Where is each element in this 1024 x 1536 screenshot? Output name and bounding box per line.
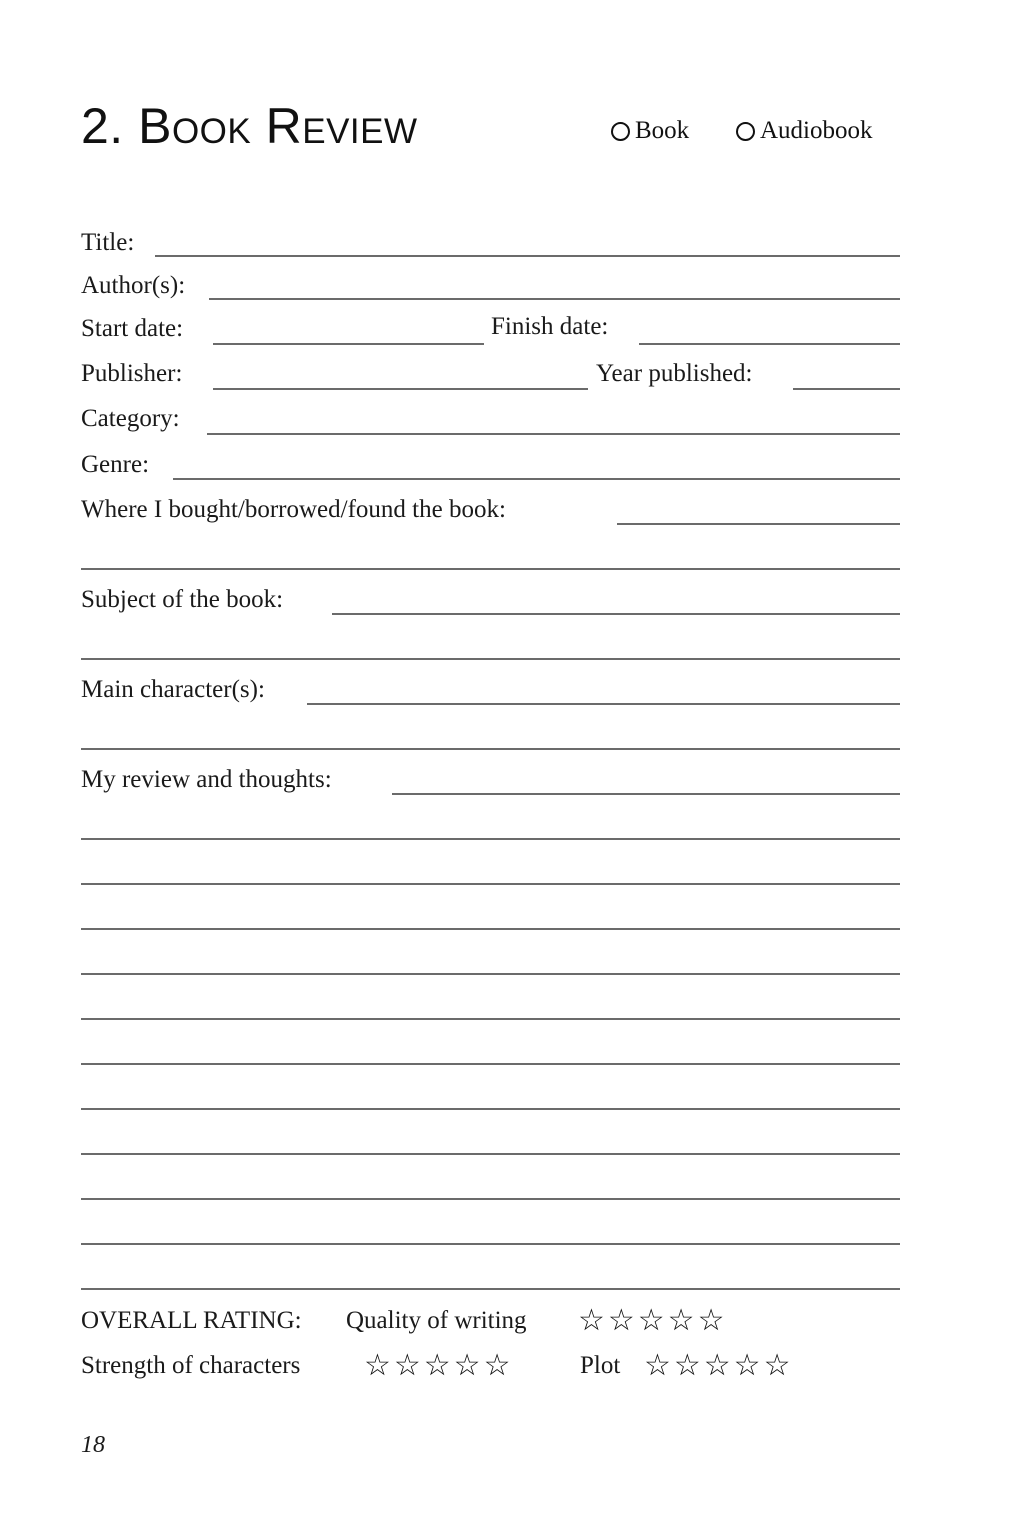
- category-input-line[interactable]: [207, 433, 900, 435]
- review-input-line[interactable]: [81, 1153, 900, 1155]
- main-characters-input-line[interactable]: [307, 703, 900, 705]
- review-input-line[interactable]: [81, 1243, 900, 1245]
- overall-rating-heading: OVERALL RATING:: [81, 1307, 302, 1334]
- finish-date-input-line[interactable]: [639, 343, 900, 345]
- review-input-line[interactable]: [81, 973, 900, 975]
- review-input-line[interactable]: [81, 838, 900, 840]
- publisher-label: Publisher:: [81, 360, 183, 387]
- year-published-label: Year published:: [596, 360, 753, 387]
- review-input-line[interactable]: [81, 1018, 900, 1020]
- start-date-label: Start date:: [81, 315, 184, 342]
- review-input-line[interactable]: [81, 928, 900, 930]
- star-rating-plot[interactable]: ☆☆☆☆☆: [644, 1348, 794, 1383]
- review-label: My review and thoughts:: [81, 766, 332, 793]
- main-characters-input-line-2[interactable]: [81, 748, 900, 750]
- title-label: Title:: [81, 229, 135, 256]
- review-input-line[interactable]: [81, 1288, 900, 1290]
- format-option-book[interactable]: [611, 116, 689, 146]
- subject-label: Subject of the book:: [81, 586, 284, 613]
- publisher-input-line[interactable]: [213, 388, 588, 390]
- star-rating-strength-of-characters[interactable]: ☆☆☆☆☆: [364, 1348, 514, 1383]
- main-characters-label: Main character(s):: [81, 676, 265, 703]
- review-input-line[interactable]: [81, 1108, 900, 1110]
- page-title: 2. Book Review: [81, 98, 418, 154]
- review-input-line[interactable]: [392, 793, 900, 795]
- authors-label: Author(s):: [81, 272, 186, 299]
- rating-label-quality-of-writing: Quality of writing: [346, 1307, 527, 1334]
- review-input-line[interactable]: [81, 1063, 900, 1065]
- title-input-line[interactable]: [155, 255, 900, 257]
- finish-date-label: Finish date:: [491, 313, 609, 340]
- genre-input-line[interactable]: [173, 478, 900, 480]
- review-input-line[interactable]: [81, 883, 900, 885]
- star-rating-quality-of-writing[interactable]: ☆☆☆☆☆: [578, 1303, 728, 1338]
- subject-input-line-2[interactable]: [81, 658, 900, 660]
- category-label: Category:: [81, 405, 180, 432]
- review-input-line[interactable]: [81, 1198, 900, 1200]
- start-date-input-line[interactable]: [213, 343, 484, 345]
- where-acquired-input-line-2[interactable]: [81, 568, 900, 570]
- genre-label: Genre:: [81, 451, 150, 478]
- subject-input-line[interactable]: [332, 613, 900, 615]
- format-option-label: Audiobook: [760, 117, 873, 144]
- where-acquired-label: Where I bought/borrowed/found the book:: [81, 496, 506, 523]
- authors-input-line[interactable]: [209, 298, 900, 300]
- format-option-label: Book: [635, 117, 690, 144]
- radio-circle-icon[interactable]: [736, 122, 755, 141]
- year-published-input-line[interactable]: [793, 388, 900, 390]
- where-acquired-input-line[interactable]: [617, 523, 900, 525]
- page-number: 18: [81, 1432, 105, 1458]
- radio-circle-icon[interactable]: [611, 122, 630, 141]
- format-option-audiobook[interactable]: [736, 116, 873, 146]
- rating-label-plot: Plot: [580, 1352, 621, 1379]
- rating-label-strength-of-characters: Strength of characters: [81, 1352, 301, 1379]
